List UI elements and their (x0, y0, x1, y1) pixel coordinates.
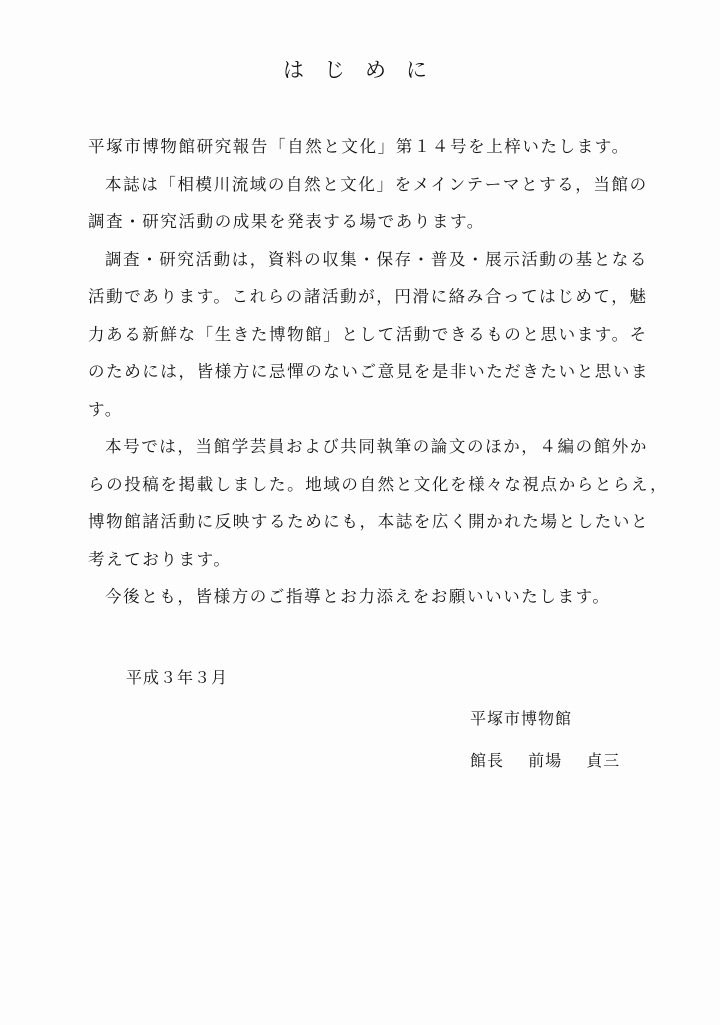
signer-line (470, 748, 638, 771)
signer-position: 館長 (470, 751, 505, 770)
body-line: 活動であります。これらの諸活動が，円滑に絡み合ってはじめて，魅 (88, 287, 648, 306)
body-line: 今後とも，皆様方のご指導とお力添えをお願いいいたします。 (105, 587, 611, 606)
page-title: はじめに (283, 58, 447, 82)
body-line: 考えております。 (88, 549, 232, 569)
body-line: のためには，皆様方に忌憚のないご意見を是非いただきたいと思いま (88, 362, 650, 381)
body-line: 平塚市博物館研究報告「自然と文化」第１４号を上梓いたします。 (88, 137, 630, 156)
signer-given-name: 貞三 (586, 751, 621, 770)
preface-body (88, 133, 669, 621)
body-line: 調査・研究活動の成果を発表する場であります。 (88, 212, 485, 231)
body-line: 力ある新鮮な「生きた博物館」として活動できるものと思います。そ (88, 324, 648, 344)
signer-family-name: 前場 (528, 751, 563, 770)
body-line: 本号では，当館学芸員および共同執筆の論文のほか，４編の館外か (105, 437, 648, 456)
organization-name: 平塚市博物館 (470, 709, 573, 728)
body-line: す。 (88, 399, 123, 419)
body-line: 博物館諸活動に反映するためにも，本誌を広く開かれた場としたいと (88, 512, 650, 531)
body-line: 調査・研究活動は，資料の収集・保存・普及・展示活動の基となる (105, 249, 648, 269)
issue-date: 平成３年３月 (126, 668, 229, 687)
body-line: らの投稿を掲載しました。地域の自然と文化を様々な視点からとらえ， (88, 474, 669, 494)
body-line: 本誌は「相模川流域の自然と文化」をメインテーマとする，当館の (105, 174, 648, 194)
